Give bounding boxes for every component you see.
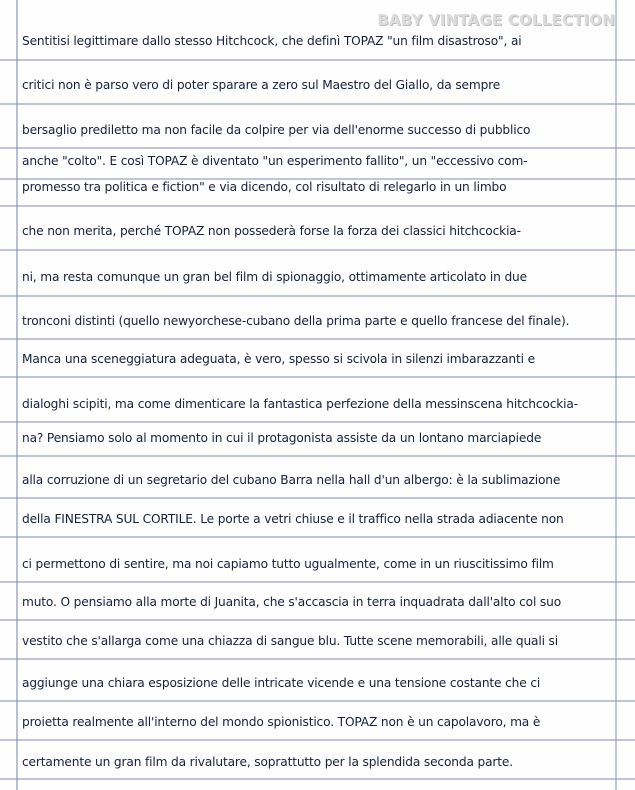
text-line: ci permettono di sentire, ma noi capiamo tutto ugualmente, come in un riuscitissimo film	[22, 557, 554, 571]
text-line: aggiunge una chiara esposizione delle intricate vicende e una tensione costante che ci	[22, 676, 541, 690]
text-line: vestito che s'allarga come una chiazza di sangue blu. Tutte scene memorabili, alle quali si	[22, 634, 558, 648]
text-line: promesso tra politica e fiction" e via dicendo, col risultato di relegarlo in un limbo	[22, 180, 507, 194]
text-line: bersaglio prediletto ma non facile da colpire per via dell'enorme successo di pubblico	[22, 123, 531, 137]
text-line: anche "colto". E così TOPAZ è diventato "un esperimento fallito", un "eccessivo com-	[22, 154, 528, 168]
text-line: che non merita, perché TOPAZ non possederà forse la forza dei classici hitchcockia-	[22, 224, 521, 238]
text-line: muto. O pensiamo alla morte di Juanita, che s'accascia in terra inquadrata dall'alto col suo	[22, 595, 561, 609]
text-line: Manca una sceneggiatura adeguata, è vero, spesso si scivola in silenzi imbarazzanti e	[22, 352, 535, 366]
text-line: della FINESTRA SUL CORTILE. Le porte a vetri chiuse e il traffico nella strada adiacente non	[22, 512, 564, 526]
text-line: dialoghi scipiti, ma come dimenticare la fantastica perfezione della messinscena hitchcockia-	[22, 397, 578, 411]
text-line: tronconi distinti (quello newyorchese-cubano della prima parte e quello francese del finale).	[22, 314, 570, 328]
watermark: BABY VINTAGE COLLECTION	[377, 11, 615, 29]
text-line: ni, ma resta comunque un gran bel film di spionaggio, ottimamente articolato in due	[22, 270, 527, 284]
text-line: certamente un gran film da rivalutare, soprattutto per la splendida seconda parte.	[22, 755, 513, 769]
text-line: critici non è parso vero di poter sparare a zero sul Maestro del Giallo, da sempre	[22, 78, 501, 92]
text-line: na? Pensiamo solo al momento in cui il protagonista assiste da un lontano marciapiede	[22, 431, 542, 445]
text-line: alla corruzione di un segretario del cubano Barra nella hall d'un albergo: è la sublimazione	[22, 473, 561, 487]
text-line: proietta realmente all'interno del mondo spionistico. TOPAZ non è un capolavoro, ma è	[22, 715, 541, 729]
text-line: Sentitisi legittimare dallo stesso Hitchcock, che definì TOPAZ "un film disastroso", ai	[22, 34, 522, 48]
